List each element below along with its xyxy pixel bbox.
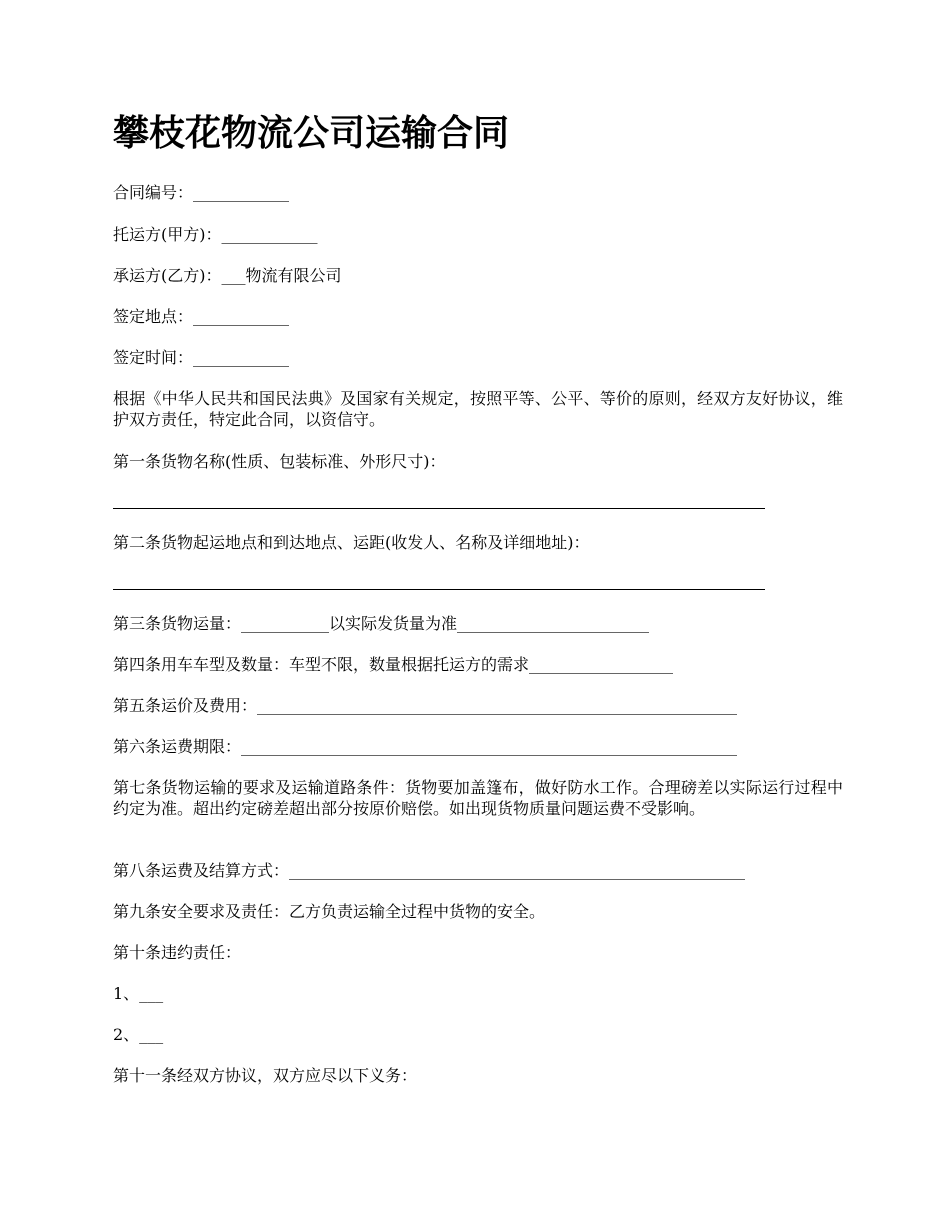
article-1-line: 第一条货物名称(性质、包装标准、外形尺寸)： <box>113 452 446 471</box>
article-8-line: 第八条运费及结算方式：_________________________________________________________ <box>113 861 746 880</box>
signing-place-line: 签定地点：____________ <box>113 307 290 326</box>
article-6-line: 第六条运费期限：______________________________________________________________ <box>113 737 738 756</box>
article-2-line: 第二条货物起运地点和到达地点、运距(收发人、名称及详细地址)： <box>113 533 590 552</box>
consignor-line: 托运方(甲方)：____________ <box>113 225 318 244</box>
article-4-line: 第四条用车车型及数量：车型不限，数量根据托运方的需求__________________ <box>113 655 674 674</box>
article-5-line: 第五条运价及费用：____________________________________________________________ <box>113 696 738 715</box>
article-7-paragraph: 第七条货物运输的要求及运输道路条件：货物要加盖篷布，做好防水工作。合理磅差以实际运行过程中约定为准。超出约定磅差超出部分按原价赔偿。如出现货物质量问题运费不受影响。 <box>113 778 843 818</box>
carrier-line: 承运方(乙方)：___物流有限公司 <box>113 266 342 285</box>
article-10-line: 第十条违约责任： <box>113 943 242 962</box>
preamble-paragraph: 根据《中华人民共和国民法典》及国家有关规定，按照平等、公平、等价的原则，经双方友好协议，维护双方责任，特定此合同，以资信守。 <box>113 389 843 429</box>
breach-item-1: 1、___ <box>113 984 164 1003</box>
article-2-blank-rule <box>113 589 765 590</box>
document-title: 攀枝花物流公司运输合同 <box>113 113 510 154</box>
article-11-line: 第十一条经双方协议，双方应尽以下义务： <box>113 1066 418 1085</box>
article-3-line: 第三条货物运量：___________以实际发货量为准________________________ <box>113 614 650 633</box>
article-1-blank-rule <box>113 508 765 509</box>
signing-time-line: 签定时间：____________ <box>113 348 290 367</box>
contract-number-line: 合同编号：____________ <box>113 183 290 202</box>
article-9-line: 第九条安全要求及责任：乙方负责运输全过程中货物的安全。 <box>113 902 546 921</box>
breach-item-2: 2、___ <box>113 1025 164 1044</box>
